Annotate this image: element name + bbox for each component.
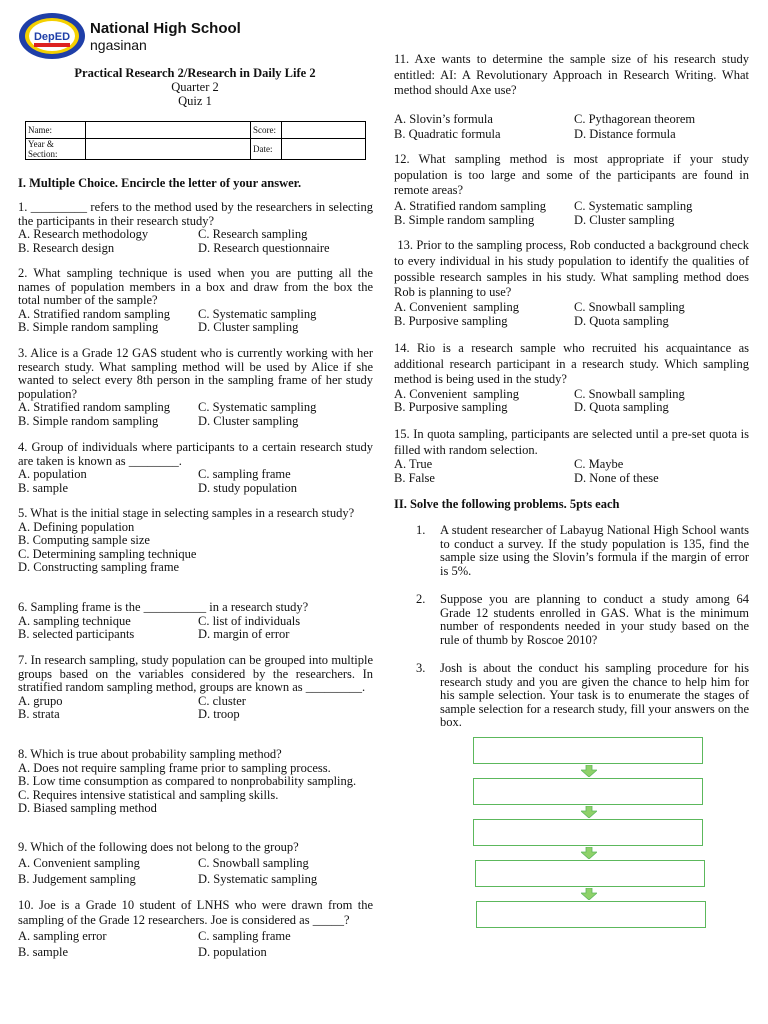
school-province: ngasinan	[90, 37, 147, 53]
option-c[interactable]: C. list of individuals	[198, 613, 301, 628]
option-a[interactable]: A. grupo	[18, 693, 63, 708]
question-9	[18, 841, 373, 887]
option-a[interactable]: A. True	[394, 457, 433, 471]
option-b[interactable]: B. Purposive sampling	[394, 313, 508, 328]
option-b[interactable]: B. selected participants	[18, 627, 135, 642]
question-text: 14. Rio is a research sample who recruited his acquaintance as additional research participant in a research study. Which sampling method is being used in the study?	[394, 341, 749, 386]
question-text: 10. Joe is a Grade 10 student of LNHS who were drawn from the sampling of the Grade 12 researchers. Joe is considered as _____?	[18, 898, 373, 927]
question-text: 1. _________ refers to the method used by the researchers in selecting the participants in their research study?	[18, 200, 373, 228]
option-d[interactable]: D. Biased sampling method	[18, 801, 157, 816]
option-c[interactable]: C. Snowball sampling	[198, 855, 309, 870]
option-c[interactable]: C. Systematic sampling	[574, 198, 693, 213]
option-d[interactable]: D. study population	[198, 480, 297, 495]
option-d[interactable]: D. margin of error	[198, 627, 290, 642]
question-text: 4. Group of individuals where participants to a certain research study are taken is known as ________.	[18, 440, 373, 468]
option-a[interactable]: A. Stratified random sampling	[394, 198, 547, 213]
question-3	[18, 347, 373, 429]
option-a[interactable]: A. population	[18, 467, 87, 482]
option-b[interactable]: B. False	[394, 470, 435, 485]
quiz-label: Quiz 1	[178, 94, 212, 108]
question-5	[18, 507, 373, 575]
question-7	[18, 654, 373, 722]
option-a[interactable]: A. Convenient sampling	[394, 386, 519, 401]
question-4	[18, 441, 373, 495]
question-8	[18, 748, 373, 816]
option-d[interactable]: D. troop	[198, 707, 240, 722]
arrow-down-icon	[581, 847, 597, 859]
score-field[interactable]	[282, 122, 366, 139]
option-a[interactable]: A. sampling error	[18, 929, 107, 943]
logo-text: DepED	[33, 31, 71, 43]
option-b[interactable]: B. Low time consumption as compared to nonprobability sampling.	[18, 774, 357, 789]
option-b[interactable]: B. Computing sample size	[18, 533, 150, 548]
question-text: 8. Which is true about probability sampling method?	[18, 747, 282, 761]
question-14	[394, 341, 749, 415]
arrow-down-icon	[581, 888, 597, 900]
option-a[interactable]: A. Slovin’s formula	[394, 111, 493, 126]
option-c[interactable]: C. Snowball sampling	[574, 300, 685, 315]
option-b[interactable]: B. Purposive sampling	[394, 400, 508, 415]
subject-title: Practical Research 2/Research in Daily Life 2	[74, 66, 316, 80]
option-b[interactable]: B. Simple random sampling	[394, 213, 535, 227]
option-b[interactable]: B. Simple random sampling	[18, 413, 159, 428]
question-text: 7. In research sampling, study population can be grouped into multiple groups based on the variables considered by the researchers. In stratified random sampling method, groups are known as _________.	[18, 653, 373, 695]
answer-box-1[interactable]	[473, 737, 703, 764]
option-c[interactable]: C. cluster	[198, 693, 246, 708]
answer-box-5[interactable]	[476, 901, 706, 928]
problem-number: 2.	[416, 592, 426, 606]
option-a[interactable]: A. Convenient sampling	[18, 855, 140, 870]
question-text: 13. Prior to the sampling process, Rob conducted a background check to every individual in his study population to identify the qualities of possible research samples in his study. What sampling method does Rob is planning to use?	[394, 238, 753, 300]
option-d[interactable]: D. Research questionnaire	[198, 240, 330, 255]
question-text: 15. In quota sampling, participants are selected until a pre-set quota is filled with random selection.	[394, 427, 749, 457]
school-name: National High School	[90, 20, 241, 37]
question-11	[394, 52, 749, 142]
question-2	[18, 267, 373, 335]
name-field[interactable]	[86, 122, 251, 139]
problem-number: 1.	[416, 523, 426, 537]
option-c[interactable]: C. sampling frame	[198, 929, 291, 943]
question-text: 3. Alice is a Grade 12 GAS student who is currently working with her research study. What sampling method will be used by Alice if she wanted to select every 8th person in the sampling frame of her study population?	[18, 346, 373, 401]
option-c[interactable]: C. Pythagorean theorem	[574, 111, 696, 126]
school-seal-logo	[18, 12, 86, 60]
question-1	[18, 201, 373, 255]
year-section-label: Year & Section:	[26, 139, 86, 160]
option-c[interactable]: C. Snowball sampling	[574, 386, 685, 401]
option-a[interactable]: A. Does not require sampling frame prior to sampling process.	[18, 760, 331, 775]
date-label: Date:	[251, 139, 282, 160]
question-text: 12. What sampling method is most appropriate if your study population is too large and some of the participants are found in remote areas?	[394, 152, 749, 197]
option-b[interactable]: B. Quadratic formula	[394, 126, 501, 141]
question-15	[394, 427, 749, 485]
option-d[interactable]: D. Cluster sampling	[198, 413, 299, 428]
name-label: Name:	[26, 122, 86, 139]
option-a[interactable]: A. sampling technique	[18, 613, 131, 628]
question-13	[394, 238, 753, 328]
problem-text: Josh is about the conduct his sampling procedure for his research study and you are given the chance to help him for his sample selection. Your task is to enumerate the stages of sample selection for a research study, fill your answers on the box.	[440, 661, 749, 730]
problem-number: 3.	[416, 661, 426, 675]
question-12	[394, 152, 749, 228]
option-d[interactable]: D. Constructing sampling frame	[18, 560, 180, 575]
score-label: Score:	[251, 122, 282, 139]
option-b[interactable]: B. Research design	[18, 240, 115, 255]
option-d[interactable]: D. Quota sampling	[574, 400, 669, 415]
option-d[interactable]: D. Quota sampling	[574, 313, 669, 328]
option-d[interactable]: D. Distance formula	[574, 126, 676, 141]
student-info-table	[25, 121, 366, 160]
question-text: 11. Axe wants to determine the sample size of his research study entitled: AI: A Revolutionary Approach in Research Writing. What method should Axe use?	[394, 52, 749, 97]
option-d[interactable]: D. Cluster sampling	[198, 320, 299, 335]
quarter-label: Quarter 2	[171, 80, 219, 94]
option-c[interactable]: C. Requires intensive statistical and sampling skills.	[18, 787, 279, 802]
option-d[interactable]: D. Cluster sampling	[574, 213, 675, 227]
option-c[interactable]: C. sampling frame	[198, 467, 291, 482]
option-d[interactable]: D. Systematic sampling	[198, 871, 318, 886]
arrow-down-icon	[581, 806, 597, 818]
option-c[interactable]: C. Maybe	[574, 457, 624, 471]
section1-title: I. Multiple Choice. Encircle the letter of your answer.	[18, 176, 302, 190]
option-c[interactable]: C. Systematic sampling	[198, 400, 317, 415]
question-text: 9. Which of the following does not belong to the group?	[18, 840, 299, 854]
section2-title: II. Solve the following problems. 5pts each	[394, 497, 620, 511]
option-a[interactable]: A. Defining population	[18, 519, 135, 534]
option-c[interactable]: C. Determining sampling technique	[18, 546, 197, 561]
answer-box-2[interactable]	[473, 778, 703, 805]
answer-box-4[interactable]	[475, 860, 705, 887]
option-a[interactable]: A. Stratified random sampling	[18, 400, 171, 415]
problem-text: Suppose you are planning to conduct a study among 64 Grade 12 students enrolled in GAS. What is the minimum number of respondents needed in your study based on the rule of thumb by Roscoe 2010?	[440, 592, 749, 647]
question-text: 5. What is the initial stage in selecting samples in a research study?	[18, 506, 355, 520]
option-a[interactable]: A. Stratified random sampling	[18, 306, 171, 321]
option-b[interactable]: B. Simple random sampling	[18, 320, 159, 335]
option-b[interactable]: B. Judgement sampling	[18, 871, 136, 886]
option-d[interactable]: D. population	[198, 945, 267, 959]
question-text: 6. Sampling frame is the __________ in a research study?	[18, 600, 309, 614]
option-b[interactable]: B. sample	[18, 480, 68, 495]
arrow-down-icon	[581, 765, 597, 777]
question-6	[18, 601, 373, 642]
option-a[interactable]: A. Convenient sampling	[394, 300, 519, 315]
problem-text: A student researcher of Labayug National High School wants to conduct a survey. If the study population is 135, find the sample size using the Slovin’s formula if the margin of error is 5%.	[440, 523, 749, 578]
year-section-field[interactable]	[86, 139, 251, 160]
option-d[interactable]: D. None of these	[574, 470, 659, 485]
option-c[interactable]: C. Research sampling	[198, 227, 308, 242]
date-field[interactable]	[282, 139, 366, 160]
option-a[interactable]: A. Research methodology	[18, 227, 149, 242]
question-text: 2. What sampling technique is used when you are putting all the names of population members in a box and draw from the box the total number of the sample?	[18, 266, 373, 308]
answer-box-3[interactable]	[473, 819, 703, 846]
option-b[interactable]: B. sample	[18, 945, 68, 959]
option-c[interactable]: C. Systematic sampling	[198, 306, 317, 321]
option-b[interactable]: B. strata	[18, 707, 60, 722]
question-10	[18, 898, 373, 960]
